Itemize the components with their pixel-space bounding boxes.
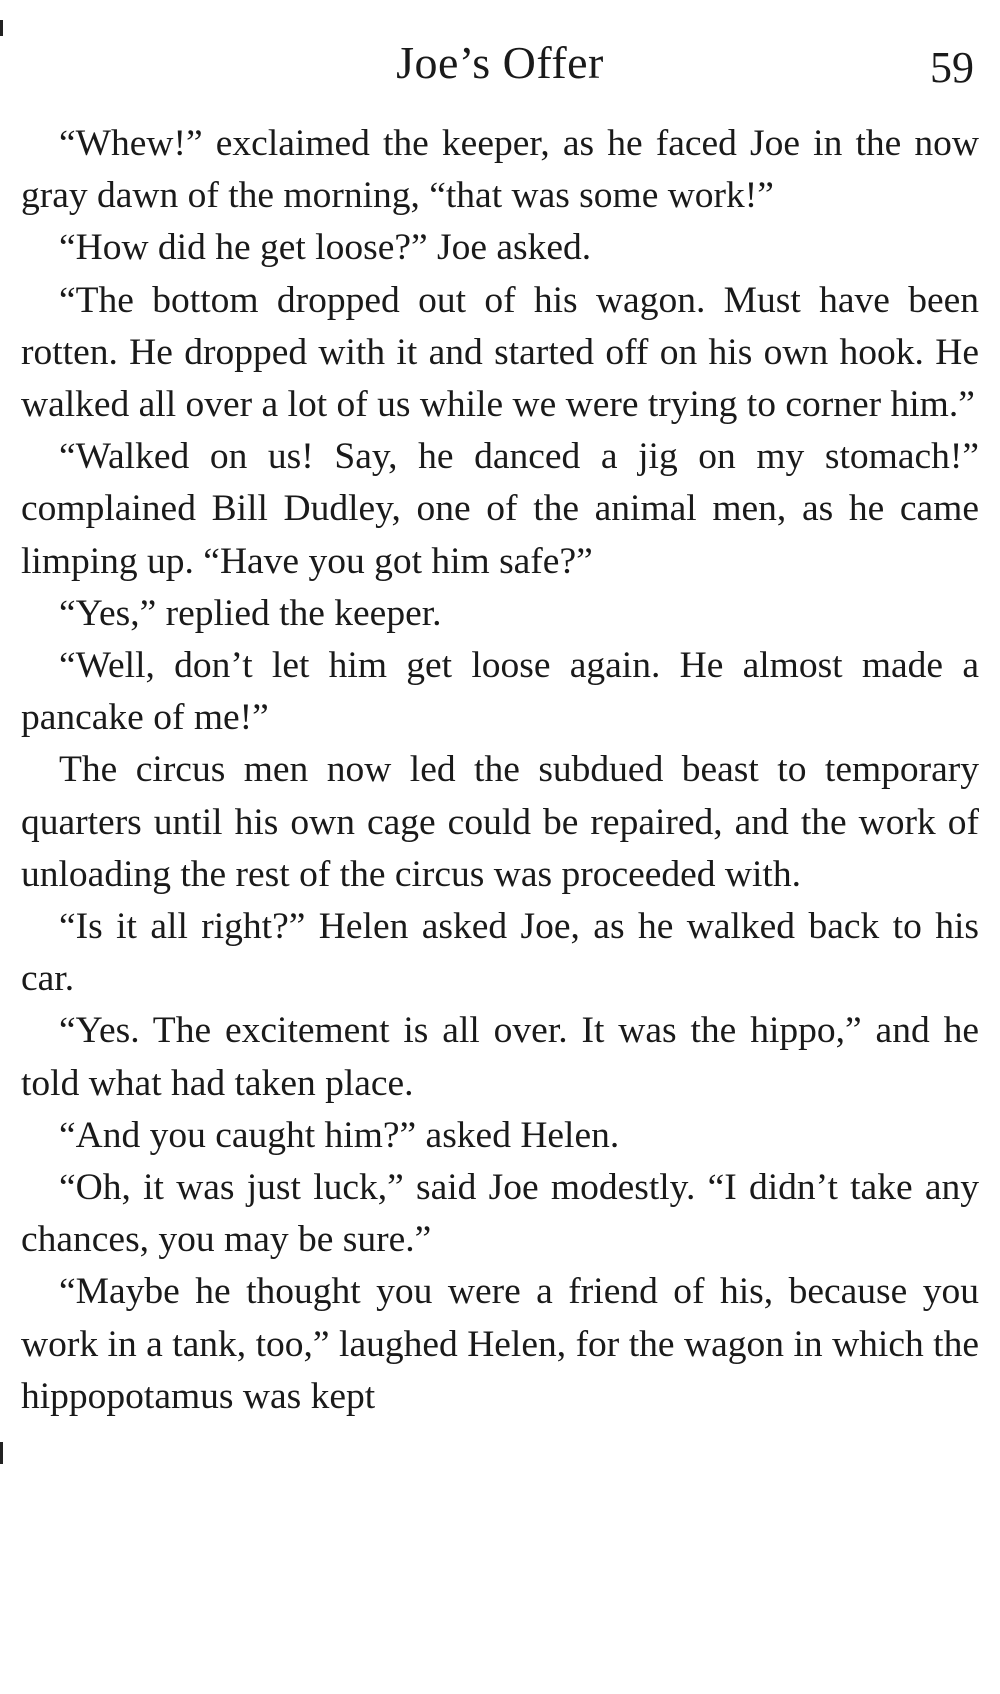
margin-mark <box>0 1442 3 1464</box>
paragraph: “The bottom dropped out of his wagon. Must have been rotten. He dropped with it and started off on his own hook. He walked all over a lot of us while we were trying to corner him.” <box>21 279 979 426</box>
running-header <box>20 28 980 98</box>
running-title: Joe’s Offer <box>396 37 604 88</box>
paragraph: “Yes,” replied the keeper. <box>59 592 442 634</box>
paragraph: “Is it all right?” Helen asked Joe, as he walked back to his car. <box>21 906 979 1000</box>
paragraph: “Whew!” exclaimed the keeper, as he faced Joe in the now gray dawn of the morning, “that was some work!” <box>21 123 979 217</box>
paragraph: “Yes. The excitement is all over. It was the hippo,” and he told what had taken place. <box>21 1010 979 1104</box>
paragraph: “How did he get loose?” Joe asked. <box>59 227 592 269</box>
page-number: 59 <box>930 43 974 92</box>
body-text <box>21 118 979 1423</box>
margin-mark <box>0 20 3 36</box>
paragraph: “Well, don’t let him get loose again. He almost made a pancake of me!” <box>21 645 979 739</box>
paragraph: “Walked on us! Say, he danced a jig on my stomach!” complained Bill Dudley, one of the animal men, as he came limping up. “Have you got him safe?” <box>21 436 979 582</box>
paragraph: “Maybe he thought you were a friend of his, because you work in a tank, too,” laughed Helen, for the wagon in which the hippopotamus was kept <box>21 1271 979 1417</box>
paragraph: The circus men now led the subdued beast to temporary quarters until his own cage could be repaired, and the work of unloading the rest of the circus was proceeded with. <box>21 749 979 895</box>
paragraph: “And you caught him?” asked Helen. <box>59 1114 620 1156</box>
paragraph: “Oh, it was just luck,” said Joe modestly. “I didn’t take any chances, you may be sure.” <box>21 1167 979 1261</box>
